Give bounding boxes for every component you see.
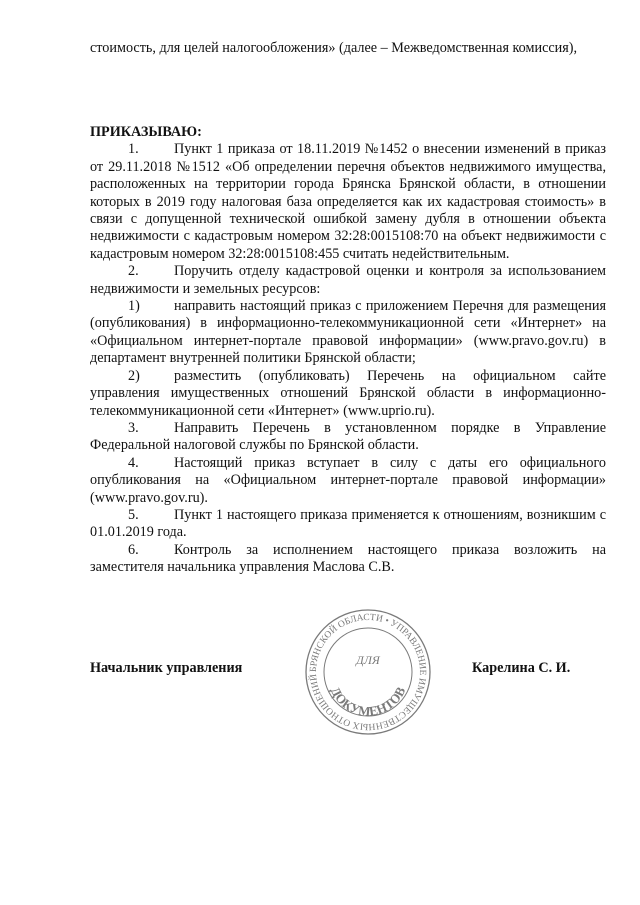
official-stamp-icon (302, 606, 434, 738)
svg-text:ДЛЯ: ДЛЯ (356, 653, 380, 667)
signature-position: Начальник управления (90, 660, 243, 676)
item-2: 2. Поручить отделу кадастровой оценки и контроля за использованием недвижимости и земельных ресурсов: (90, 263, 606, 297)
svg-text:БРЯНСКОЙ ОБЛАСТИ • УПРАВЛЕНИЕ: БРЯНСКОЙ ОБЛАСТИ • УПРАВЛЕНИЕ ИМУЩЕСТВЕННЫХ ОТНОШЕНИЙ (308, 612, 428, 732)
svg-text:ДОКУМЕНТОВ: ДОКУМЕНТОВ (327, 684, 409, 719)
signature-name: Карелина С. И. (472, 660, 571, 676)
item-1: 1. Пункт 1 приказа от 18.11.2019 №1452 о внесении изменений в приказ от 29.11.2018 №1512 «Об определении перечня объектов недвижимого имущества, расположенных на территории города Брянска Брянской области, в отношении которых в 2019 году налоговая база определяется как их кадастровая стоимость» в связи с допущенной технической ошибкой замену дубля в отношении объекта недвижимости с кадастровым номером 32:28:0015108:70 на объект недвижимости с кадастровым номером 32:28:0015108:455 считать недействительным. (90, 141, 606, 262)
item-5: 5. Пункт 1 настоящего приказа применяется к отношениям, возникшим с 01.01.2019 года. (90, 506, 606, 541)
intro-paragraph (90, 40, 606, 57)
intro-text: стоимость, для целей налогообложения» (далее – Межведомственная комиссия), (90, 40, 578, 56)
item-2-2: 2) разместить (опубликовать) Перечень на официальном сайте управления имущественных отношений Брянской области в информационно-телекоммуникационной сети «Интернет» (www.uprio.ru). (90, 367, 606, 419)
item-2-1: 1) направить настоящий приказ с приложением Перечня для размещения (опубликования) в информационно-телекоммуникационной сети «Интернет» на «Официальном интернет-портале правовой информации» (www.pravo.gov.ru) в департамент внутренней политики Брянской области; (90, 298, 606, 367)
item-4: 4. Настоящий приказ вступает в силу с даты его официального опубликования на «Официальном интернет-портале правовой информации» (www.pravo.gov.ru). (90, 454, 606, 506)
item-6: 6. Контроль за исполнением настоящего приказа возложить на заместителя начальника управления Маслова С.В. (90, 541, 606, 576)
item-3: 3. Направить Перечень в установленном порядке в Управление Федеральной налоговой службы по Брянской области. (90, 419, 606, 454)
order-body (90, 124, 606, 577)
order-heading: ПРИКАЗЫВАЮ: (90, 124, 202, 140)
